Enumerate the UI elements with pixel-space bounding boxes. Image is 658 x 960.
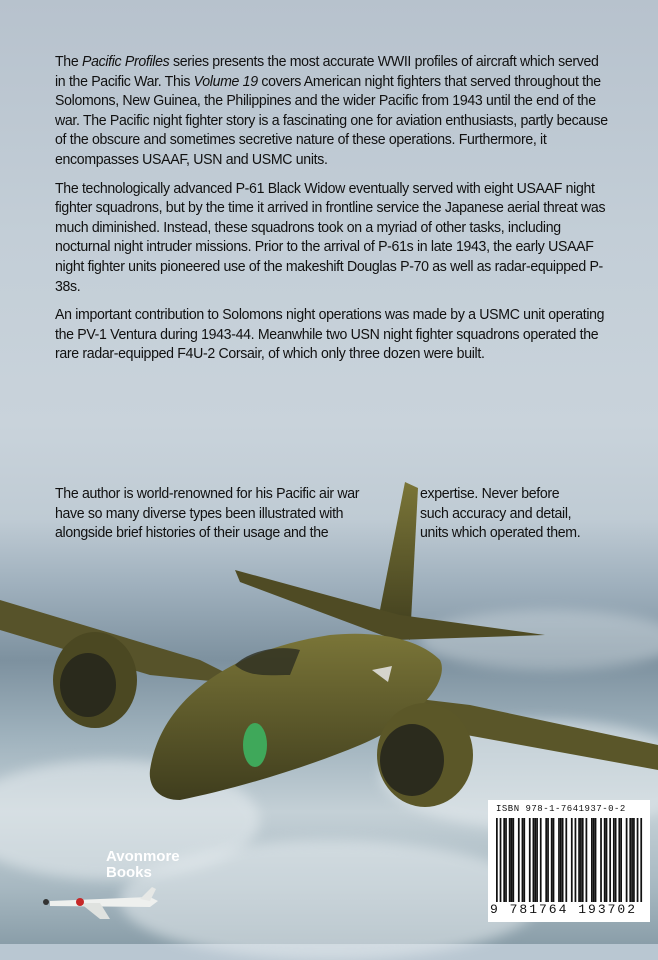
isbn-label: ISBN 978-1-7641937-0-2 [496, 804, 626, 814]
italic-title: Volume 19 [193, 72, 258, 90]
barcode-bar [545, 818, 547, 902]
isbn-barcode [488, 800, 650, 922]
publisher-logo [40, 845, 180, 925]
barcode-bar [547, 818, 549, 902]
text-run: series presents the most accurate WWII profiles of aircraft which served in the Pacific War. This [55, 53, 599, 90]
line: alongside brief histories of their usage and the [55, 524, 329, 542]
italic-title: Pacific Profiles [81, 53, 170, 70]
blurb-paragraph-3: An important contribution to Solomons night operations was made by a USMC unit operating the PV-1 Ventura during 1943-44. Meanwhile two USN night fighter squadrons operated the rare radar-equipped F4U-2 Corsair, of which only three dozen were built. [55, 306, 605, 363]
barcode-bar [591, 818, 593, 902]
barcode-bars [496, 818, 644, 902]
barcode-bar [500, 818, 502, 902]
barcode-bar [571, 818, 573, 902]
barcode-bar [512, 818, 514, 902]
barcode-bar [536, 818, 538, 902]
publisher-name-line2: Books [106, 864, 152, 881]
blurb-paragraph-2: The technologically advanced P-61 Black Widow eventually served with eight USAAF night fighter squadrons, but by the time it arrived in frontline service the Japanese aerial threat was much diminished. Instead, these squadrons took on a myriad of other tasks, including nocturnal night intruder missions. Prior to the arrival of P-61s in late 1943, the early USAAF night fighter units pioneered use of the makeshift Douglas P-70 as well as radar-equipped P-38s. [55, 179, 606, 295]
barcode-bar [600, 818, 602, 902]
barcode-bar [534, 818, 536, 902]
barcode-bar [565, 818, 567, 902]
barcode-digits: 9 781764 193702 [490, 902, 638, 917]
barcode-bar [578, 818, 580, 902]
barcode-bar [629, 818, 631, 902]
line: units which operated them. [420, 524, 581, 542]
barcode-bar [540, 818, 542, 902]
barcode-bar [613, 818, 615, 902]
barcode-bar [631, 818, 633, 902]
barcode-bar [558, 818, 560, 902]
text-run: The [55, 53, 82, 70]
barcode-bar [551, 818, 553, 902]
barcode-bar [618, 818, 620, 902]
line: expertise. Never before [420, 485, 560, 502]
barcode-bar [626, 818, 628, 902]
barcode-bar [503, 818, 505, 902]
barcode-bar [523, 818, 525, 902]
barcode-bar [509, 818, 511, 902]
line: have so many diverse types been illustrated with [55, 504, 344, 522]
barcode-bar [522, 818, 524, 902]
left-engine-cowl [60, 653, 116, 717]
barcode-bar [593, 818, 595, 902]
barcode-bar [533, 818, 535, 902]
barcode-bar [604, 818, 606, 902]
barcode-bar [615, 818, 617, 902]
barcode-bar [560, 818, 562, 902]
barcode-bar [609, 818, 611, 902]
publisher-name-line1: Avonmore [106, 848, 180, 865]
cloud [120, 840, 540, 960]
nose-marking [243, 723, 267, 767]
barcode-bar [620, 818, 622, 902]
barcode-bar [582, 818, 584, 902]
barcode-bar [586, 818, 588, 902]
barcode-bar [518, 818, 520, 902]
zero-fighter-icon [40, 881, 170, 921]
barcode-bar [496, 818, 498, 902]
barcode-bar [633, 818, 635, 902]
blurb-paragraph-1 [55, 52, 612, 170]
line: The author is world-renowned for his Pacific air war [55, 485, 360, 502]
line: such accuracy and detail, [420, 504, 572, 522]
barcode-bar [575, 818, 577, 902]
aircraft-illustration [0, 470, 658, 850]
barcode-bar [505, 818, 507, 902]
barcode-bar [553, 818, 555, 902]
barcode-bar [562, 818, 564, 902]
barcode-bar [640, 818, 642, 902]
barcode-bar [529, 818, 531, 902]
barcode-bar [511, 818, 513, 902]
barcode-bar [606, 818, 608, 902]
barcode-bar [637, 818, 639, 902]
barcode-bar [595, 818, 597, 902]
right-engine-cowl [380, 724, 444, 796]
text-run: covers American night fighters that served throughout the Solomons, New Guinea, the Philippines and the wider Pacific from 1943 until the end of the war. The Pacific night fighter story is a fascinating one for aviation enthusiasts, partly because of the obscure and sometimes secretive nature of these operations. Furthermore, it encompasses USAAF, USN and USMC units. [55, 72, 608, 168]
back-cover-blurb [55, 52, 615, 373]
barcode-bar [580, 818, 582, 902]
